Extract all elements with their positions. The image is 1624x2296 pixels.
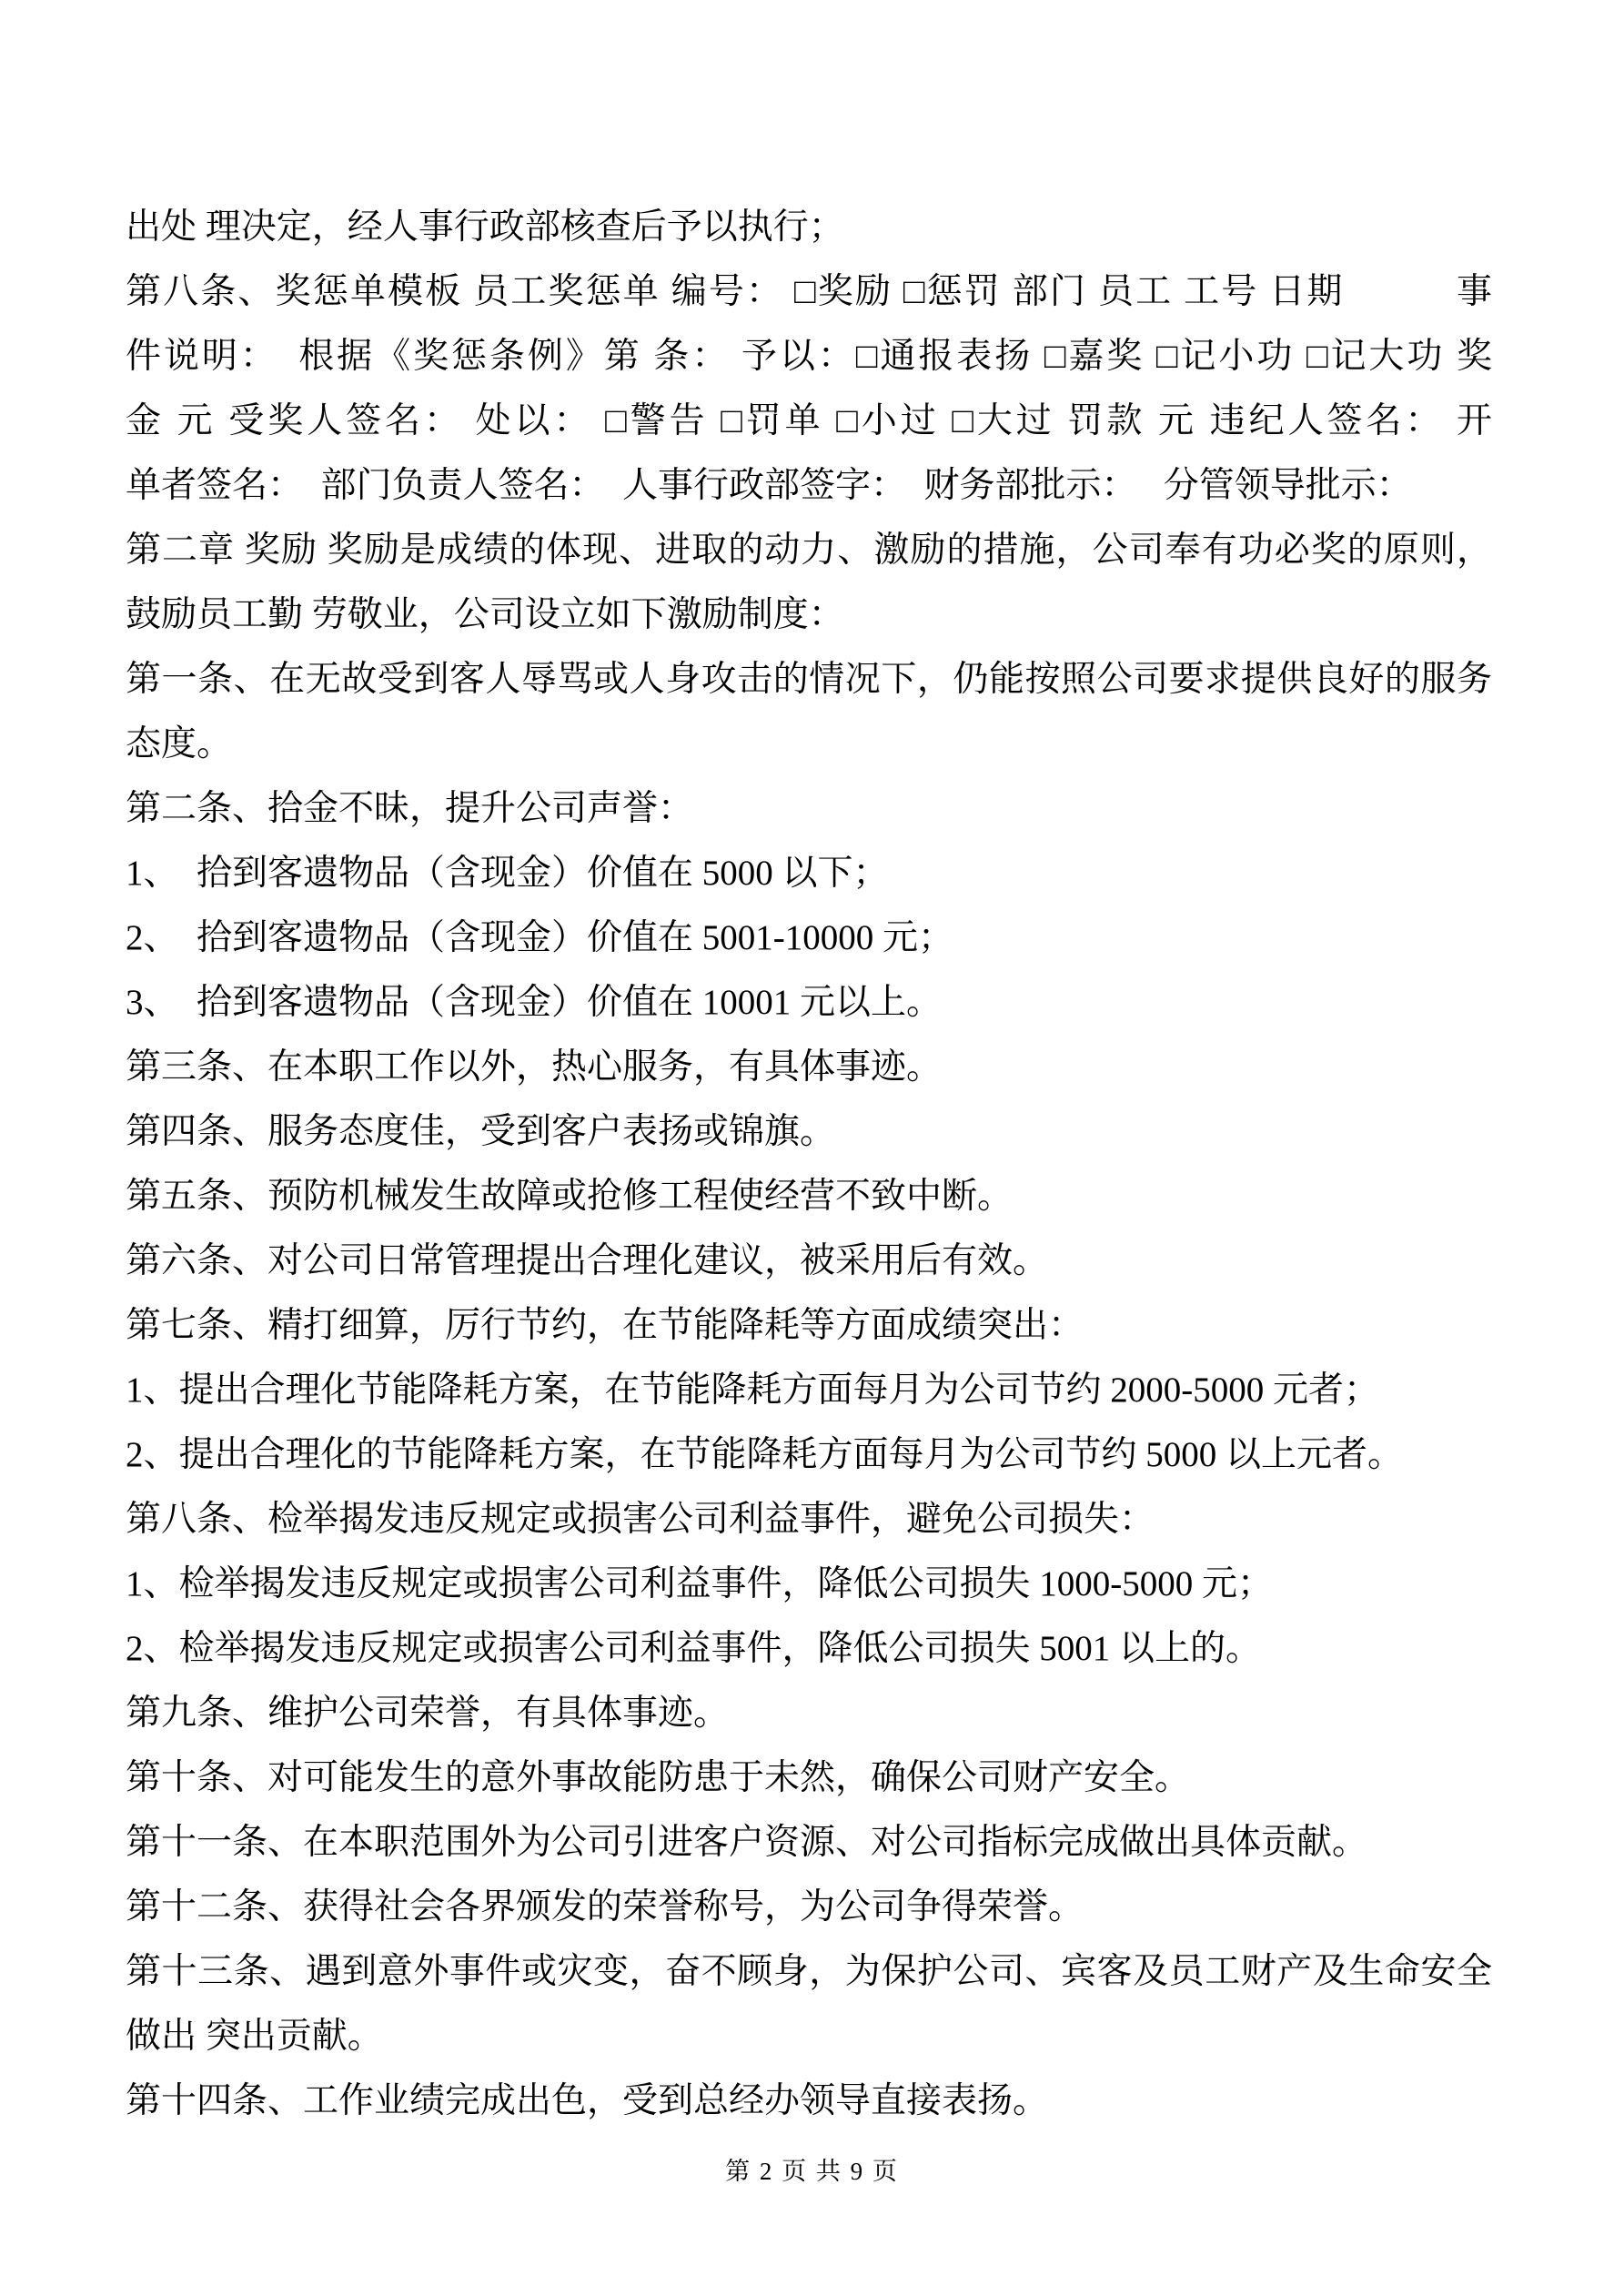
text-line: 第三条、在本职工作以外，热心服务，有具体事迹。 bbox=[126, 1047, 943, 1087]
text-line: 第八条、奖惩单模板 员工奖惩单 编号： □奖励 □惩罚 部门 员工 工号 日期 事 bbox=[126, 272, 1492, 311]
text-line: 第十二条、获得社会各界颁发的荣誉称号，为公司争得荣誉。 bbox=[126, 1887, 1084, 1927]
text-line: 态度。 bbox=[126, 724, 233, 764]
text-line: 3、 拾到客遗物品（含现金）价值在 10001 元以上。 bbox=[126, 983, 943, 1022]
text-line: 鼓励员工勤 劳敬业，公司设立如下激励制度： bbox=[126, 595, 844, 634]
text-line: 第七条、精打细算，厉行节约，在节能降耗等方面成绩突出： bbox=[126, 1306, 1084, 1345]
text-line: 第五条、预防机械发生故障或抢修工程使经营不致中断。 bbox=[126, 1177, 1014, 1216]
text-line: 出处 理决定，经人事行政部核查后予以执行； bbox=[126, 207, 844, 247]
text-line: 第一条、在无故受到客人辱骂或人身攻击的情况下，仍能按照公司要求提供良好的服务 bbox=[126, 660, 1492, 699]
text-line: 单者签名： 部门负责人签名： 人事行政部签字： 财务部批示： 分管领导批示： bbox=[126, 466, 1412, 505]
page-number: 第 2 页 共 9 页 bbox=[725, 2158, 899, 2185]
document-body bbox=[126, 195, 1492, 2133]
text-line: 金 元 受奖人签名： 处以： □警告 □罚单 □小过 □大过 罚款 元 违纪人签名： 开 bbox=[126, 401, 1492, 440]
text-line: 第十三条、遇到意外事件或灾变，奋不顾身，为保护公司、宾客及员工财产及生命安全 bbox=[126, 1952, 1492, 1991]
text-line: 第十一条、在本职范围外为公司引进客户资源、对公司指标完成做出具体贡献。 bbox=[126, 1823, 1368, 1862]
text-line: 做出 突出贡献。 bbox=[126, 2017, 383, 2056]
text-line: 1、提出合理化节能降耗方案，在节能降耗方面每月为公司节约 2000-5000 元者； bbox=[126, 1371, 1379, 1410]
text-line: 1、 拾到客遗物品（含现金）价值在 5000 以下； bbox=[126, 854, 889, 893]
text-line: 2、提出合理化的节能降耗方案，在节能降耗方面每月为公司节约 5000 以上元者。 bbox=[126, 1435, 1404, 1474]
text-line: 第六条、对公司日常管理提出合理化建议，被采用后有效。 bbox=[126, 1241, 1049, 1280]
page-footer bbox=[0, 2153, 1624, 2190]
text-line: 件说明： 根据《奖惩条例》第 条： 予以：□通报表扬 □嘉奖 □记小功 □记大功 奖 bbox=[126, 337, 1492, 376]
text-line: 2、 拾到客遗物品（含现金）价值在 5001-10000 元； bbox=[126, 918, 953, 957]
text-line: 第二章 奖励 奖励是成绩的体现、进取的动力、激励的措施，公司奉有功必奖的原则， bbox=[126, 531, 1492, 570]
text-line: 第四条、服务态度佳，受到客户表扬或锦旗。 bbox=[126, 1112, 836, 1151]
text-line: 2、检举揭发违反规定或损害公司利益事件，降低公司损失 5001 以上的。 bbox=[126, 1629, 1262, 1668]
text-line: 第九条、维护公司荣誉，有具体事迹。 bbox=[126, 1694, 730, 1733]
text-line: 1、检举揭发违反规定或损害公司利益事件，降低公司损失 1000-5000 元； bbox=[126, 1564, 1273, 1603]
text-line: 第八条、检举揭发违反规定或损害公司利益事件，避免公司损失： bbox=[126, 1500, 1155, 1539]
text-line: 第十条、对可能发生的意外事故能防患于未然，确保公司财产安全。 bbox=[126, 1758, 1191, 1797]
text-line: 第十四条、工作业绩完成出色，受到总经办领导直接表扬。 bbox=[126, 2081, 1049, 2120]
text-line: 第二条、拾金不昧，提升公司声誉： bbox=[126, 789, 694, 828]
